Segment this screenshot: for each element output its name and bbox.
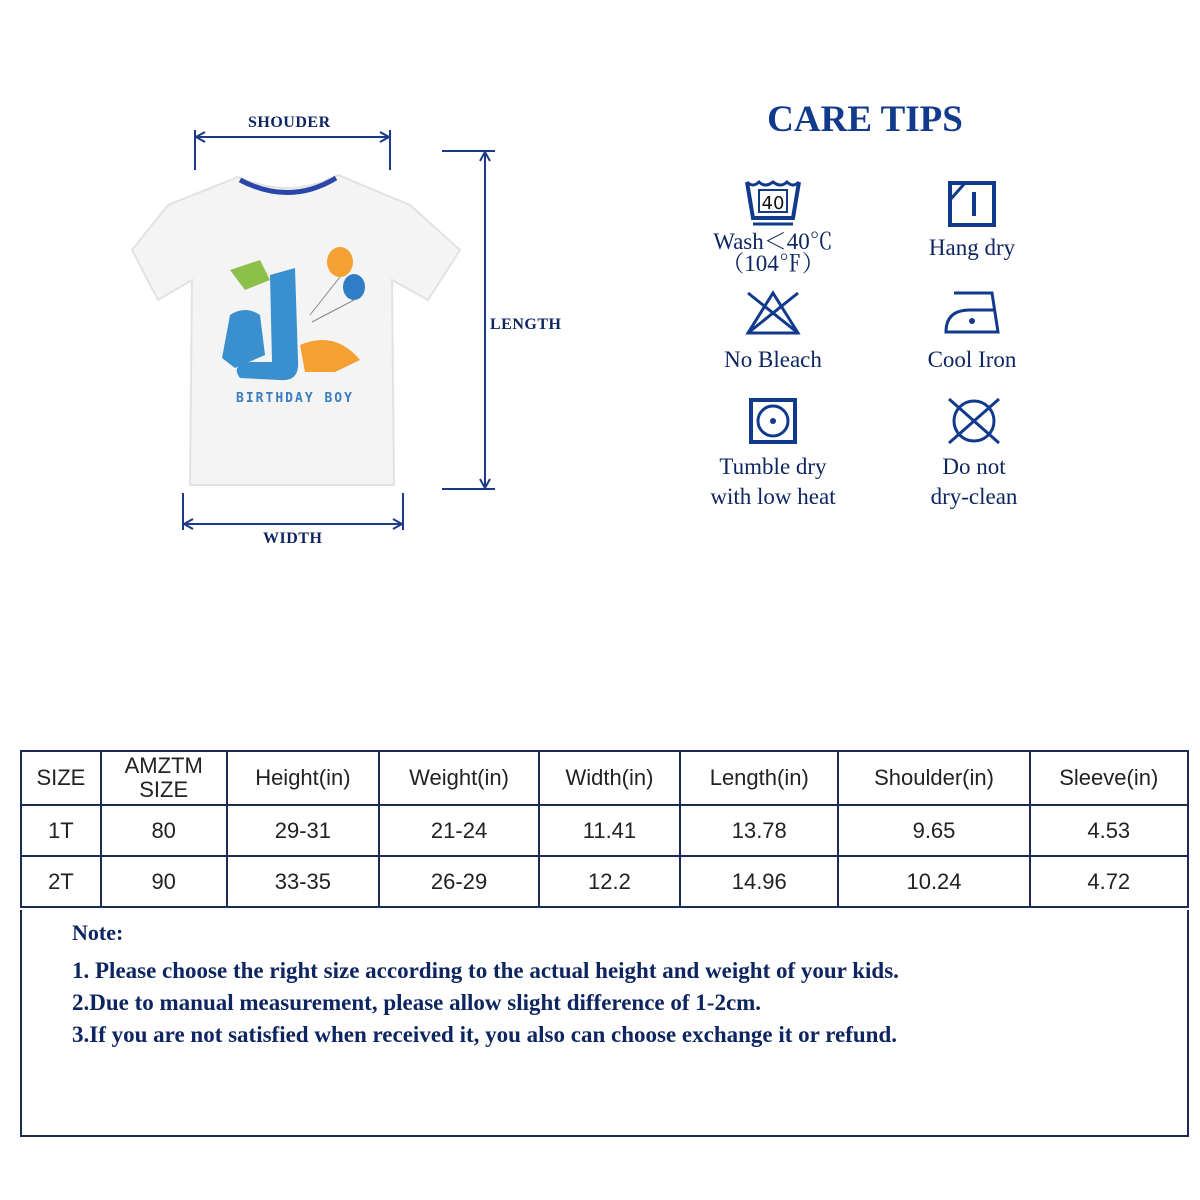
- note-line: 3.If you are not satisfied when received it, you also can choose exchange it or refund.: [72, 1022, 897, 1047]
- size-table: [20, 750, 1189, 908]
- care-label: Hang dry: [928, 235, 1016, 260]
- table-row: [21, 856, 1188, 907]
- no-bleach-icon: [743, 290, 803, 336]
- table-cell: 11.41: [539, 805, 680, 856]
- width-label: WIDTH: [263, 530, 323, 547]
- header-cell: Shoulder(in): [838, 751, 1029, 805]
- care-label: No Bleach: [724, 347, 822, 372]
- cool-iron-icon: [942, 290, 1002, 336]
- care-label: Do not: [942, 454, 1006, 479]
- table-cell: 13.78: [680, 805, 838, 856]
- header-cell: SIZE: [21, 751, 101, 805]
- care-label: Cool Iron: [927, 347, 1017, 372]
- header-cell: Sleeve(in): [1030, 751, 1188, 805]
- table-cell: 80: [101, 805, 227, 856]
- header-cell: Width(in): [539, 751, 680, 805]
- notes-title: Note:: [72, 920, 124, 945]
- table-cell: 33-35: [227, 856, 380, 907]
- no-dry-clean-icon: [944, 397, 1004, 445]
- table-row: [21, 805, 1188, 856]
- care-label: with low heat: [710, 484, 836, 509]
- care-item-hang-dry: [872, 180, 1072, 262]
- table-header-row: [21, 751, 1188, 805]
- shirt-diagram: [120, 100, 590, 560]
- table-cell: 26-29: [379, 856, 539, 907]
- care-item-cool-iron: [872, 290, 1072, 374]
- care-item-tumble-dry: [673, 397, 873, 511]
- care-tips-title: CARE TIPS: [767, 99, 963, 140]
- note-line: 1. Please choose the right size according to the actual height and weight of your kids.: [72, 958, 899, 983]
- table-cell: 4.72: [1030, 856, 1188, 907]
- width-dimension-arrow: [183, 493, 403, 530]
- tumble-dry-low-icon: [748, 397, 798, 445]
- header-cell: Weight(in): [379, 751, 539, 805]
- care-label: dry-clean: [930, 484, 1018, 509]
- svg-text:40: 40: [761, 193, 785, 214]
- care-item-wash: [673, 178, 873, 278]
- shoulder-label: SHOUDER: [248, 114, 331, 131]
- length-label: LENGTH: [490, 316, 562, 333]
- table-cell: 14.96: [680, 856, 838, 907]
- length-dimension-arrow: [442, 151, 495, 489]
- wash-40-icon: [743, 178, 803, 228]
- table-cell: 1T: [21, 805, 101, 856]
- care-label: （104℉）: [721, 251, 825, 276]
- header-amztm-line1: AMZTM: [124, 753, 203, 778]
- care-item-no-dry-clean: [874, 397, 1074, 511]
- table-cell: 2T: [21, 856, 101, 907]
- header-cell: [101, 751, 227, 805]
- table-cell: 4.53: [1030, 805, 1188, 856]
- header-cell: Length(in): [680, 751, 838, 805]
- table-cell: 29-31: [227, 805, 380, 856]
- header-cell: Height(in): [227, 751, 380, 805]
- hang-dry-icon: [947, 180, 997, 228]
- care-item-no-bleach: [673, 290, 873, 374]
- shoulder-dimension-arrow: [195, 130, 390, 170]
- table-cell: 9.65: [838, 805, 1029, 856]
- care-label: Tumble dry: [719, 454, 827, 479]
- notes-box: [20, 910, 1189, 1137]
- table-cell: 12.2: [539, 856, 680, 907]
- note-line: 2.Due to manual measurement, please allow slight difference of 1-2cm.: [72, 990, 762, 1015]
- table-cell: 90: [101, 856, 227, 907]
- header-amztm-line2: SIZE: [139, 777, 189, 802]
- table-cell: 21-24: [379, 805, 539, 856]
- table-cell: 10.24: [838, 856, 1029, 907]
- care-label: Wash＜40℃: [713, 229, 833, 254]
- shirt-print-text: BIRTHDAY BOY: [236, 391, 354, 406]
